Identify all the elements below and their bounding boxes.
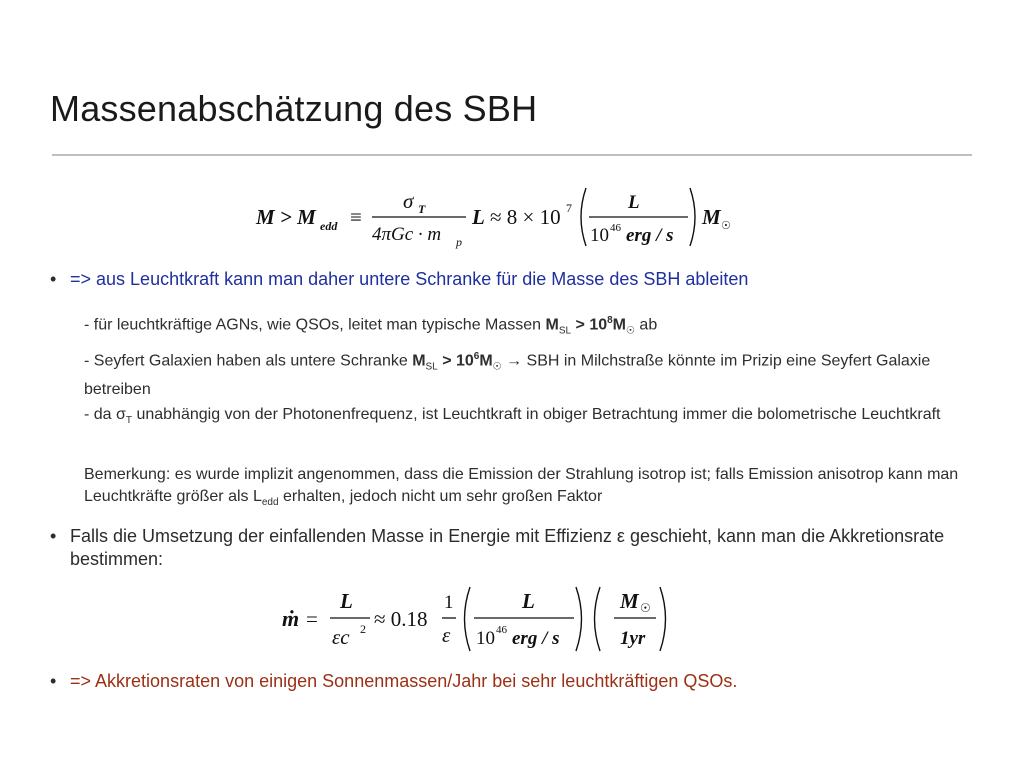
eq2-paren-close-1 [576, 587, 582, 651]
eq2-f4-den: 1yr [620, 628, 646, 649]
eq2-approx: ≈ 0.18 [374, 607, 428, 631]
sub1-m: M [545, 316, 559, 334]
eq1-denominator-sub: p [456, 235, 462, 249]
sub2-msun: M [479, 352, 493, 370]
sub4-text-b: erhalten, jedoch nicht um sehr großen Faktor [278, 488, 603, 505]
eq2-f3-den-b: erg / s [512, 628, 560, 649]
bullet-marker: • [50, 526, 57, 546]
eq2-f4-num: M [620, 589, 639, 613]
eq2-f1-den: εc [332, 625, 350, 649]
eq1-sun-mass: M [702, 205, 721, 229]
eq2-f3-den-a: 10 [476, 628, 495, 649]
sub1-gt: > 10 [571, 316, 608, 334]
eq2-f1-num: L [340, 589, 353, 613]
sub4-l-sub: edd [261, 497, 279, 509]
sub2-gt: > 10 [437, 352, 474, 370]
sub1-msun: M [612, 316, 626, 334]
bullet-accretion-text: Falls die Umsetzung der einfallenden Masse in Energie mit Effizienz ε geschieht, kann man die Akkretionsrate bestimmen: [70, 526, 945, 569]
sub-point-qso-mass [84, 310, 984, 343]
eq1-frac-num: L [628, 192, 640, 213]
eq2-f4-num-sub: ☉ [640, 601, 651, 615]
sub1-m-sub: SL [558, 325, 572, 337]
eq1-lhs-sub: edd [320, 219, 338, 233]
eq1-lhs: M > M [256, 205, 316, 229]
eq2-eq: = [306, 607, 318, 631]
sub2-text-b: → SBH in Milchstraße könnte im Prizip eine Seyfert Galaxie betreiben [84, 352, 931, 398]
eq1-frac-den-b: erg / s [626, 225, 674, 246]
eq2-f2-num: 1 [444, 592, 454, 613]
sub-point-remark [84, 464, 984, 514]
bullet-eddington-text: => aus Leuchtkraft kann man daher untere Schranke für die Masse des SBH ableiten [70, 269, 749, 289]
eq2-f3-num: L [522, 589, 535, 613]
eq2-paren-close-2 [660, 587, 666, 651]
eq2-f1-den-sup: 2 [360, 622, 366, 636]
sub2-exp: 6 [473, 351, 480, 362]
eq1-sigma-sub: T [418, 202, 426, 216]
eq1-sigma: σ [403, 189, 414, 213]
title-divider [52, 154, 972, 156]
sub4-text-a: Bemerkung: es wurde implizit angenommen, dass die Emission der Strahlung isotrop ist; falls Emission anisotrop kann man Leuchtkräfte größer als L [84, 466, 959, 505]
sub2-m-sub: SL [425, 361, 438, 373]
sub1-exp: 8 [607, 315, 613, 326]
sub1-text-b: ab [634, 316, 658, 334]
sub2-m: M [412, 352, 426, 370]
bullet-marker: • [50, 269, 57, 289]
sub1-msun-sub: ☉ [626, 325, 635, 337]
sub-point-seyfert [84, 346, 984, 401]
slide-title: Massenabschätzung des SBH [50, 88, 538, 129]
eq1-equiv: ≡ [350, 205, 362, 229]
sub3-text-b: unabhängig von der Photonenfrequenz, ist Leuchtkraft in obiger Betrachtung immer die bolometrische Leuchtkraft [132, 406, 941, 423]
eq1-approx: ≈ 8 × 10 [490, 205, 561, 229]
eq1-left-paren [581, 188, 586, 246]
eq1-frac-den-a: 10 [590, 225, 609, 246]
eq1-sun-symbol: ☉ [721, 220, 731, 232]
eq1-l: L [472, 205, 485, 229]
eq2-lhs: ṁ [282, 606, 300, 631]
eq1-denominator: 4πGc · m [372, 224, 442, 245]
eq2-f3-den-sup: 46 [496, 624, 507, 636]
sub3-sigma-sub: T [125, 415, 132, 427]
eq2-f2-den: ε [442, 623, 451, 647]
eq1-approx-sup: 7 [566, 201, 572, 215]
sub3-text-a: - da σ [84, 406, 126, 423]
eq2-paren-open-1 [465, 587, 471, 651]
eq1-frac-den-sup: 46 [610, 222, 621, 234]
accretion-rate-equation [278, 582, 678, 654]
eq1-right-paren [690, 188, 695, 246]
sub2-text-a: - Seyfert Galaxien haben als untere Schranke [84, 352, 413, 370]
sub1-text-a: - für leuchtkräftige AGNs, wie QSOs, leitet man typische Massen [84, 316, 546, 334]
eddington-mass-equation [256, 182, 736, 252]
sub-point-bolometric [84, 404, 984, 432]
bullet-marker: • [50, 671, 57, 691]
bullet-conclusion-text: => Akkretionsraten von einigen Sonnenmassen/Jahr bei sehr leuchtkräftigen QSOs. [70, 671, 738, 691]
eq2-paren-open-2 [595, 587, 601, 651]
sub2-msun-sub: ☉ [492, 361, 502, 373]
